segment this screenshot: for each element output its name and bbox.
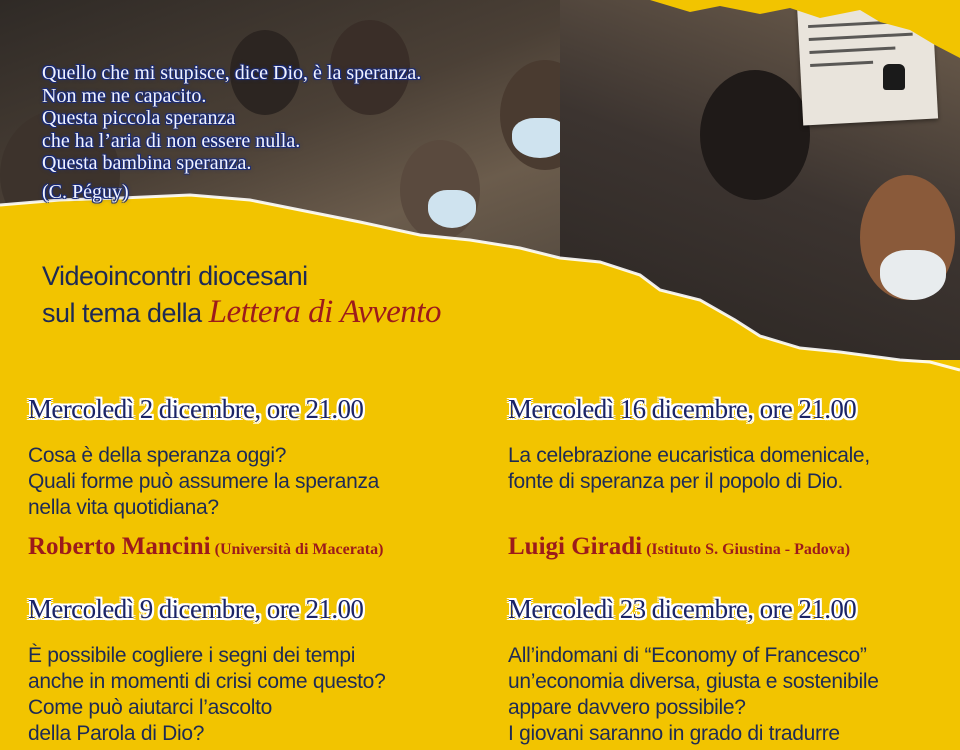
event-1	[28, 394, 468, 561]
quote-author: (C. Péguy)	[42, 180, 129, 203]
event-description	[28, 643, 468, 747]
event-description-line: Come può aiutarci l’ascolto	[28, 696, 273, 719]
event-speaker	[28, 533, 468, 561]
speaker-affiliation: (Istituto S. Giustina - Padova)	[646, 541, 851, 558]
event-description-line: della Parola di Dio?	[28, 722, 205, 745]
event-speaker	[508, 533, 948, 561]
speaker-name: Luigi Giradi	[508, 533, 643, 560]
quote-block	[42, 62, 421, 203]
event-2	[508, 394, 948, 561]
event-description-line: È possibile cogliere i segni dei tempi	[28, 644, 356, 667]
event-description	[508, 643, 948, 747]
quote-line: che ha l’aria di non essere nulla.	[42, 129, 301, 152]
quote-line: Questa bambina speranza.	[42, 152, 252, 174]
event-title: Mercoledì 23 dicembre, ore 21.00	[508, 594, 857, 624]
event-description-line: un’economia diversa, giusta e sostenibile	[508, 670, 879, 693]
intro-line-2-emphasis: Lettera di Avvento	[208, 294, 441, 330]
event-description-line: Quali forme può assumere la speranza	[28, 470, 380, 493]
event-description-line: nella vita quotidiana?	[28, 496, 219, 519]
speaker-name: Roberto Mancini	[28, 533, 211, 560]
event-description	[28, 443, 468, 521]
quote-line: Non me ne capacito.	[42, 84, 207, 107]
event-title: Mercoledì 2 dicembre, ore 21.00	[28, 394, 364, 424]
event-title: Mercoledì 9 dicembre, ore 21.00	[28, 594, 364, 624]
intro-line-1: Videoincontri diocesani	[42, 261, 308, 291]
event-description-line: anche in momenti di crisi come questo?	[28, 670, 386, 693]
event-description-line: All’indomani di “Economy of Francesco”	[508, 644, 867, 667]
event-description-line: appare davvero possibile?	[508, 696, 746, 719]
intro-line-2-prefix: sul tema della	[42, 298, 209, 328]
event-description-line: La celebrazione eucaristica domenicale,	[508, 444, 870, 467]
event-description-line: Cosa è della speranza oggi?	[28, 444, 287, 467]
quote-line: Quello che mi stupisce, dice Dio, è la speranza.	[42, 62, 422, 84]
event-description	[508, 443, 948, 521]
intro-line-2	[42, 294, 441, 331]
event-description-line: I giovani saranno in grado di tradurre	[508, 722, 840, 745]
intro-heading	[42, 258, 441, 331]
event-4	[508, 594, 948, 747]
event-3	[28, 594, 468, 747]
event-description-line: fonte di speranza per il popolo di Dio.	[508, 470, 844, 493]
speaker-affiliation: (Università di Macerata)	[214, 541, 384, 558]
event-title: Mercoledì 16 dicembre, ore 21.00	[508, 394, 857, 424]
quote-line: Questa piccola speranza	[42, 107, 236, 129]
